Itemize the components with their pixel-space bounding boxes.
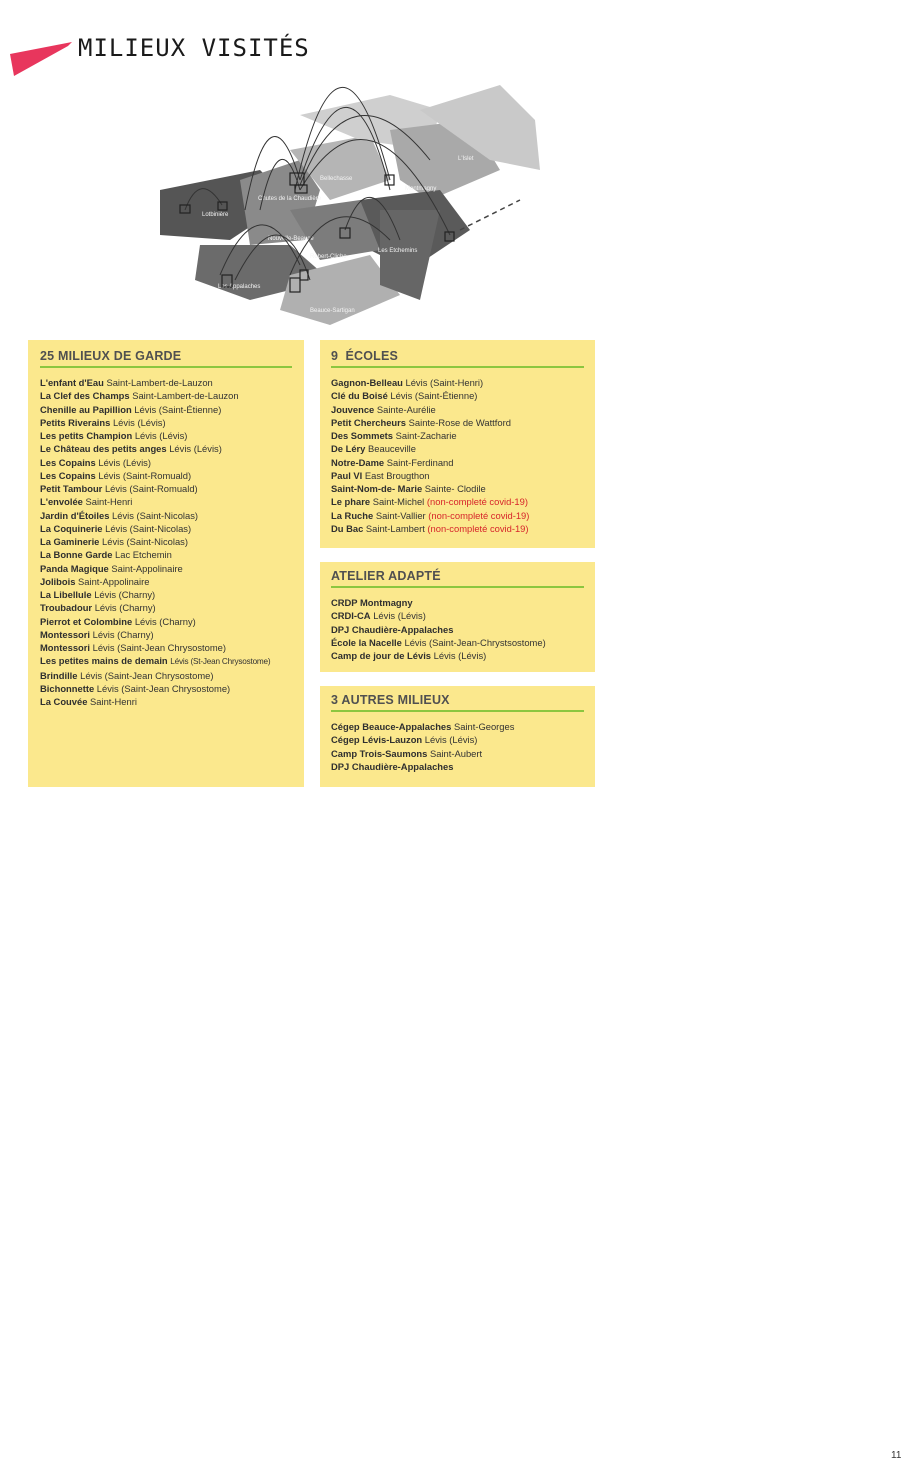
map-label-1: Chutes de la Chaudière	[258, 196, 322, 202]
map-label-5: Les Etchemins	[378, 248, 418, 254]
list-item: L'enfant d'Eau Saint-Lambert-de-Lauzon	[40, 377, 213, 388]
list-item: Jardin d'Étoiles Lévis (Saint-Nicolas)	[40, 509, 199, 521]
list-item: L'envolée Saint-Henri	[40, 496, 133, 508]
map-dashed-trail	[460, 200, 520, 230]
panel-garde-title: 25 MILIEUX DE GARDE	[40, 349, 182, 363]
list-item: La Libellule Lévis (Charny)	[40, 589, 156, 600]
panel-ecoles-title: 9 ÉCOLES	[331, 349, 399, 363]
ecoles-list	[331, 376, 584, 535]
panel-autres-title: 3 AUTRES MILIEUX	[331, 693, 450, 707]
list-item: Camp Trois-Saumons Saint-Aubert	[331, 747, 483, 759]
page-title: MILIEUX VISITÉS	[78, 34, 310, 62]
map-regions	[160, 85, 540, 325]
list-item: Gagnon-Belleau Lévis (Saint-Henri)	[331, 377, 484, 388]
pennant-flag-icon	[10, 42, 74, 78]
panel-ecoles	[320, 340, 595, 548]
list-item: La Ruche Saint-Vallier (non-completé covid-19)	[331, 509, 530, 521]
list-item: Les petits Champion Lévis (Lévis)	[40, 430, 188, 441]
page-number: 11	[891, 1450, 901, 1461]
list-item: Petits Riverains Lévis (Lévis)	[40, 416, 166, 428]
list-item: Petit Tambour Lévis (Saint-Romuald)	[40, 483, 198, 494]
autres-list	[331, 720, 584, 773]
list-item: Jolibois Saint-Appolinaire	[40, 575, 150, 587]
list-item: La Clef des Champs Saint-Lambert-de-Lauzon	[40, 390, 239, 402]
list-item: Montessori Lévis (Charny)	[40, 628, 154, 640]
panel-milieux-de-garde	[28, 340, 304, 787]
panel-atelier-adapte	[320, 562, 595, 672]
list-item: CRDP Montmagny	[331, 597, 413, 608]
list-item: Camp de jour de Lévis Lévis (Lévis)	[331, 650, 487, 661]
list-item: DPJ Chaudière-Appalaches	[331, 623, 454, 635]
list-item: Le Château des petits anges Lévis (Lévis)	[40, 443, 222, 455]
list-item: La Bonne Garde Lac Etchemin	[40, 549, 172, 561]
map-label-2: Bellechasse	[320, 176, 353, 182]
list-item: La Coquinerie Lévis (Saint-Nicolas)	[40, 522, 192, 534]
map-label-3: L'Islet	[458, 156, 474, 162]
list-item: La Couvée Saint-Henri	[40, 696, 137, 707]
list-item: Les Copains Lévis (Saint-Romuald)	[40, 469, 192, 481]
list-item: De Léry Beauceville	[331, 443, 416, 455]
list-item: Brindille Lévis (Saint-Jean Chrysostome)	[40, 669, 214, 681]
list-item: La Gaminerie Lévis (Saint-Nicolas)	[40, 536, 188, 547]
list-item: École la Nacelle Lévis (Saint-Jean-Chrystsostome)	[331, 636, 546, 648]
list-item: Les Copains Lévis (Lévis)	[40, 456, 151, 468]
map-label-8: Les Appalaches	[218, 284, 261, 290]
list-item: Paul VI East Brougthon	[331, 469, 430, 481]
list-item: Notre-Dame Saint-Ferdinand	[331, 456, 454, 468]
garde-list	[40, 376, 292, 708]
list-item: DPJ Chaudière-Appalaches	[331, 760, 454, 772]
list-item: Des Sommets Saint-Zacharie	[331, 430, 457, 441]
atelier-list	[331, 596, 584, 662]
map-label-9: Beauce-Sartigan	[310, 308, 355, 314]
panel-atelier-divider	[331, 586, 584, 588]
list-item: Montessori Lévis (Saint-Jean Chrysostome)	[40, 642, 227, 653]
list-item: Saint-Nom-de- Marie Sainte- Clodile	[331, 483, 486, 494]
map-label-7: Nouvelle-Beauce	[268, 236, 314, 242]
list-item: Troubadour Lévis (Charny)	[40, 602, 156, 614]
list-item: Du Bac Saint-Lambert (non-completé covid-19)	[331, 522, 529, 534]
panel-autres-divider	[331, 710, 584, 712]
list-item: Clé du Boisé Lévis (Saint-Étienne)	[331, 390, 478, 402]
panel-autres-milieux	[320, 686, 901, 1461]
list-item: Jouvence Sainte-Aurélie	[331, 403, 436, 415]
map-label-4: Montmagny	[405, 186, 437, 192]
panel-ecoles-divider	[331, 366, 584, 368]
list-item: Le phare Saint-Michel (non-completé covid-19)	[331, 496, 528, 508]
list-item: Cégep Beauce-Appalaches Saint-Georges	[331, 721, 515, 732]
region-map	[140, 40, 580, 332]
map-label-0: Lotbinière	[202, 212, 229, 218]
list-item: CRDI-CA Lévis (Lévis)	[331, 610, 426, 622]
list-item: Chenille au Papillion Lévis (Saint-Étienne)	[40, 403, 222, 415]
list-item: Pierrot et Colombine Lévis (Charny)	[40, 615, 196, 627]
map-label-6: Robert-Cliche	[310, 254, 347, 260]
panel-atelier-title: ATELIER ADAPTÉ	[331, 569, 441, 583]
list-item: Cégep Lévis-Lauzon Lévis (Lévis)	[331, 734, 478, 746]
panel-garde-divider	[40, 366, 292, 368]
list-item: Panda Magique Saint-Appolinaire	[40, 562, 183, 574]
list-item: Bichonnette Lévis (Saint-Jean Chrysostome)	[40, 682, 231, 694]
list-item: Petit Chercheurs Sainte-Rose de Wattford	[331, 416, 511, 428]
list-item: Les petites mains de demain Lévis (St-Jean Chrysostome)	[40, 655, 271, 667]
